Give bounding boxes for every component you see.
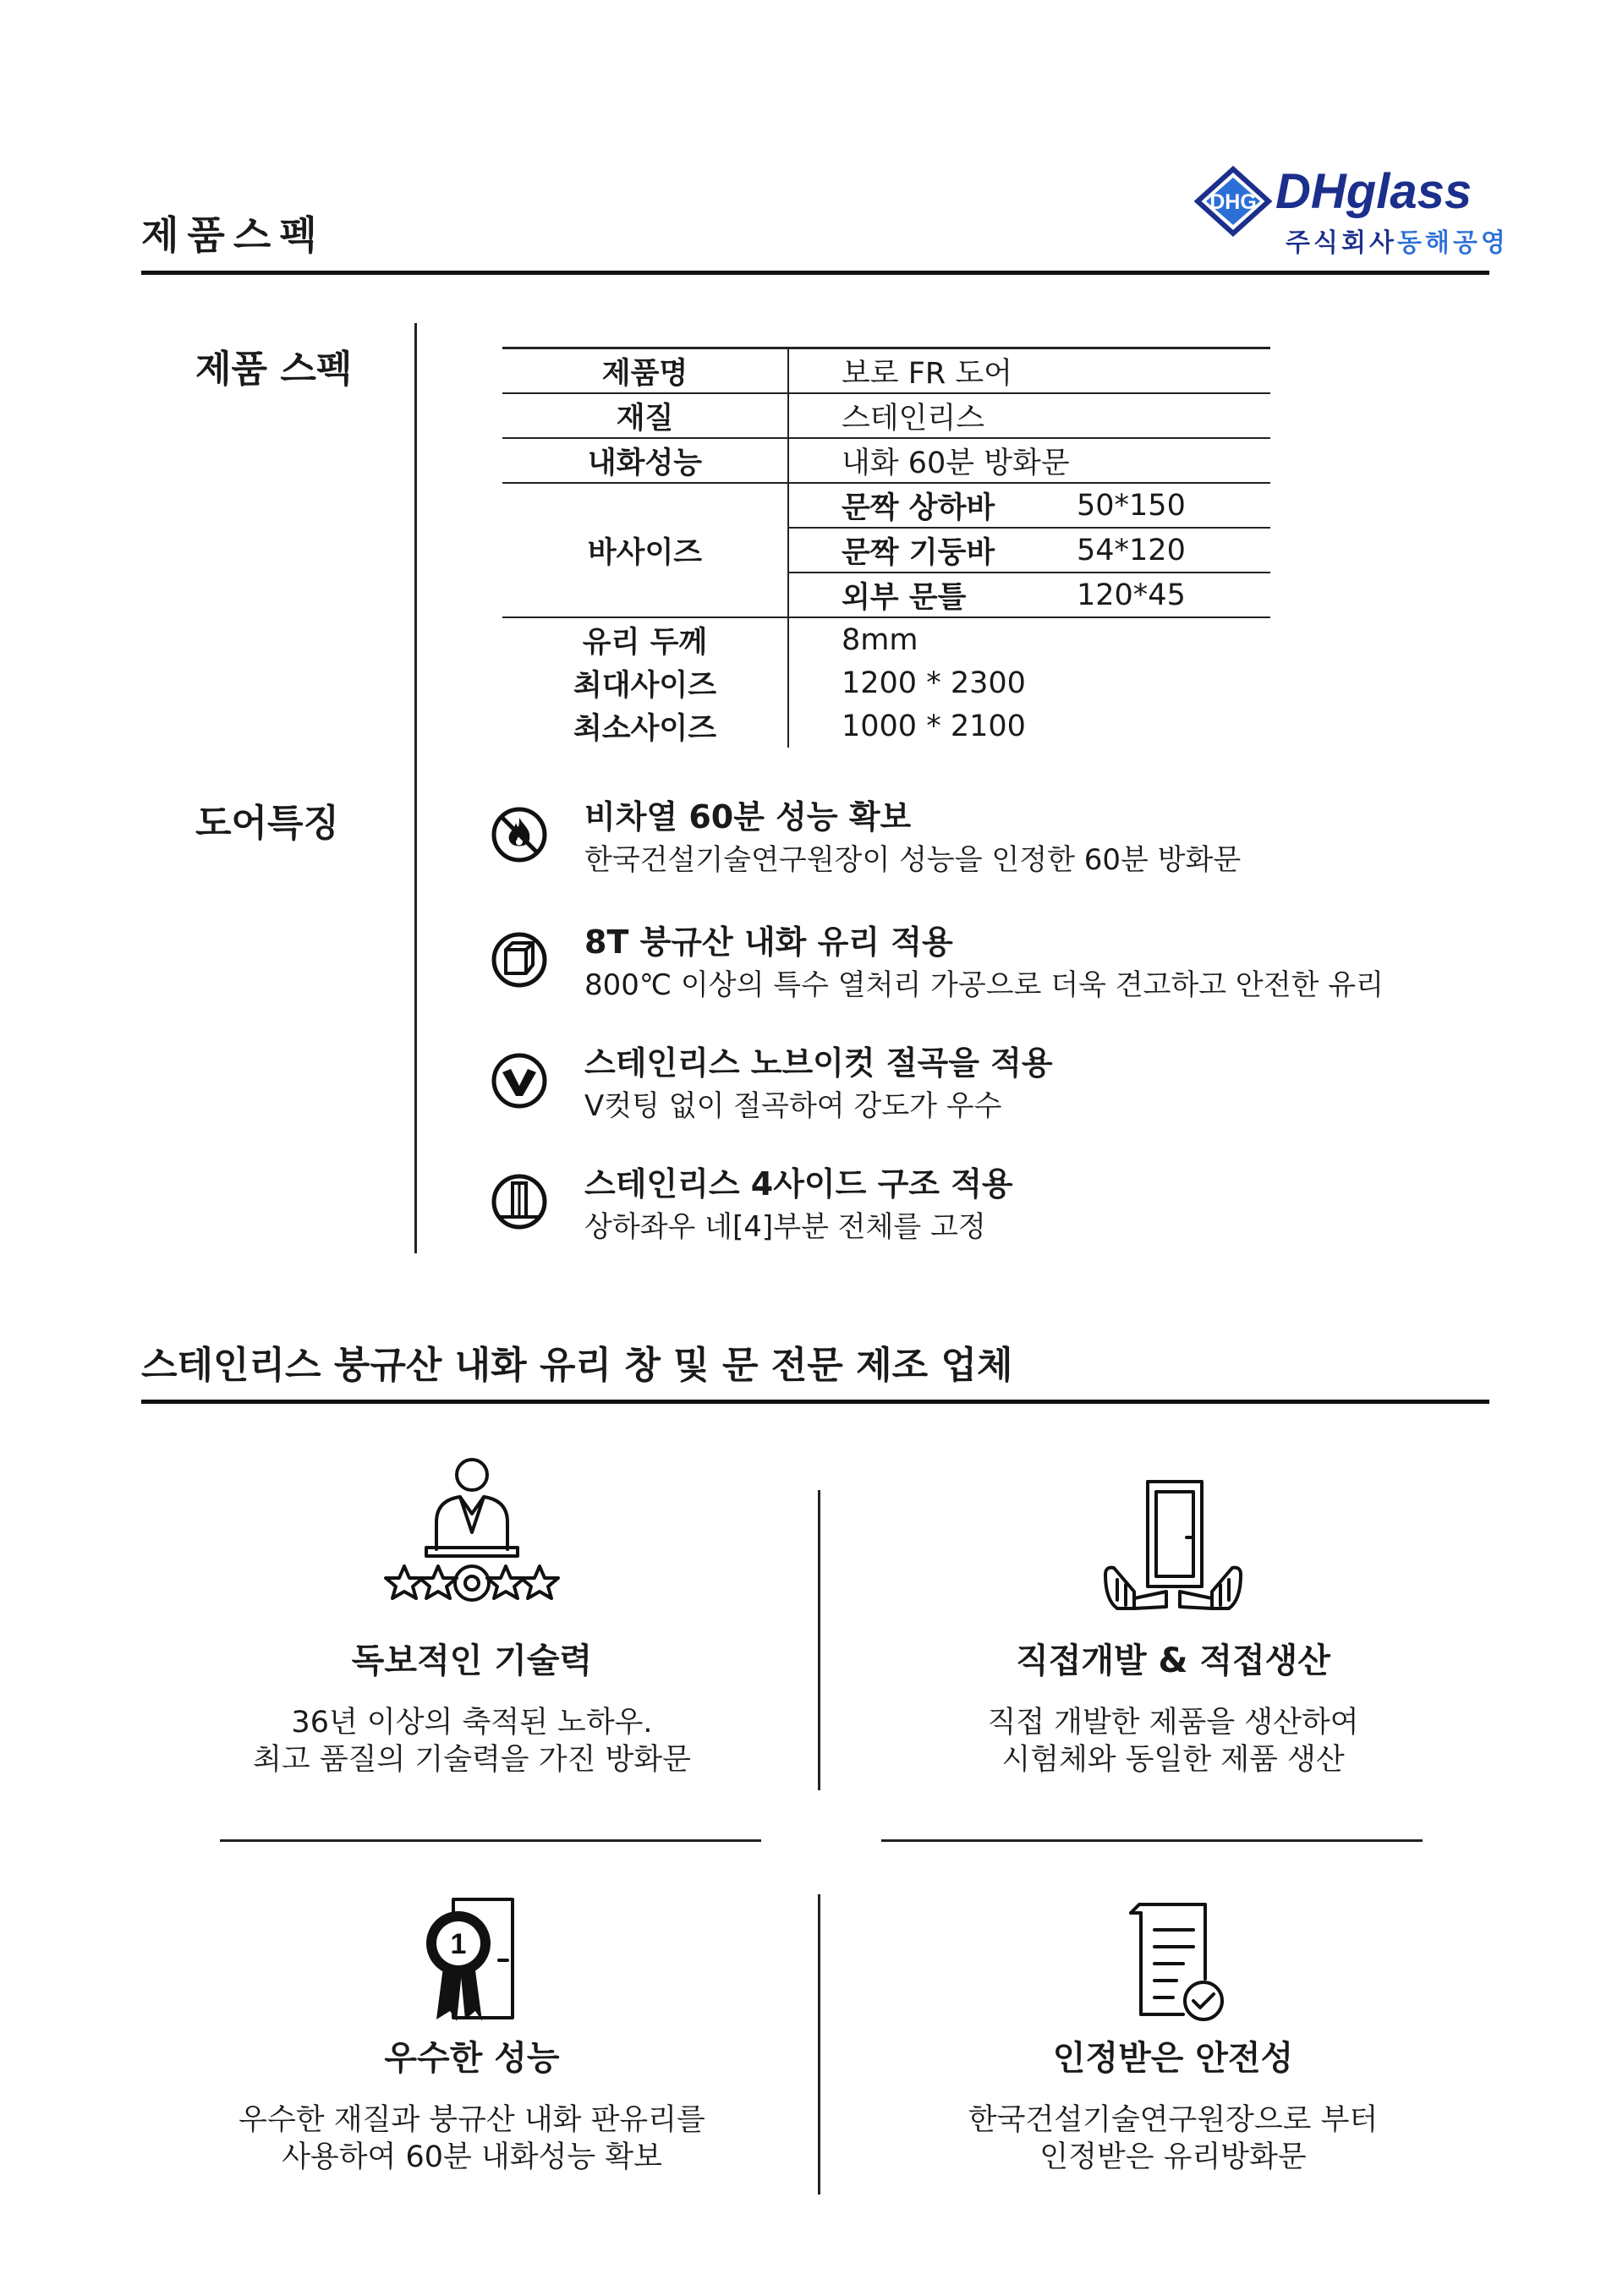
feature-title: 비차열 60분 성능 확보 <box>584 798 912 836</box>
spec-row-bar-size <box>502 483 1270 528</box>
strength-title: 직접개발 & 적접생산 <box>1016 1641 1330 1680</box>
spec-bar-value: 50*150 <box>1077 483 1270 528</box>
strength-card <box>877 1465 1469 1778</box>
header-divider <box>141 271 1489 275</box>
strength-description <box>877 1704 1469 1778</box>
spec-table <box>502 347 1270 748</box>
strength-title: 독보적인 기술력 <box>351 1641 593 1680</box>
feature-title: 스테인리스 4사이드 구조 적용 <box>584 1165 1013 1203</box>
feature-title: 8T 붕규산 내화 유리 적용 <box>584 923 953 961</box>
feature-description: V컷팅 없이 절곡하여 강도가 우수 <box>584 1089 1002 1123</box>
spec-value-max-size: 1200 * 2300 <box>842 666 1026 700</box>
feature-description: 한국건설기술연구원장이 성능을 인정한 60분 방화문 <box>584 843 1242 877</box>
engineer-stars-icon <box>379 1448 565 1634</box>
feature-item <box>491 791 1421 892</box>
spec-value-fire-resistance: 내화 60분 방화문 <box>788 438 1270 483</box>
award-door-icon <box>387 1888 557 2031</box>
page-title: 제품스펙 <box>141 212 326 258</box>
left-column-divider <box>414 323 417 1253</box>
feature-item <box>491 1037 1421 1138</box>
logo-company-prefix: 주식회사 <box>1286 228 1397 258</box>
strength-description <box>877 2101 1469 2176</box>
hands-door-icon <box>1088 1465 1258 1634</box>
strength-title: 우수한 성능 <box>384 2039 560 2078</box>
spec-value-product-name: 보로 FR 도어 <box>788 348 1270 394</box>
spec-row-min-size <box>502 704 1270 748</box>
strength-title: 인정받은 안전성 <box>1052 2039 1294 2078</box>
spec-label-material: 재질 <box>502 393 788 438</box>
spec-row-max-size <box>502 661 1270 704</box>
certified-document-icon <box>1088 1888 1258 2031</box>
grid-horizontal-divider <box>881 1839 1423 1842</box>
company-divider <box>141 1400 1489 1404</box>
v-notch-icon <box>491 1052 548 1110</box>
spec-value-glass-thickness: 8mm <box>842 622 918 657</box>
spec-bar-name: 외부 문틀 <box>788 573 1077 617</box>
logo-company-name <box>1286 222 1509 259</box>
spec-label-bar-size: 바사이즈 <box>502 483 788 617</box>
strength-description-line: 시험체와 동일한 제품 생산 <box>1001 1743 1345 1777</box>
feature-description: 800℃ 이상의 특수 열처리 가공으로 더욱 견고하고 안전한 유리 <box>584 968 1384 1002</box>
fire-icon <box>491 806 548 863</box>
feature-title: 스테인리스 노브이컷 절곡을 적용 <box>584 1044 1053 1082</box>
strength-description-line: 우수한 재질과 붕규산 내화 판유리를 <box>239 2103 705 2137</box>
spec-bar-value: 120*45 <box>1077 573 1270 617</box>
strength-card <box>176 1888 768 2176</box>
strength-card <box>176 1448 768 1778</box>
spec-value-material: 스테인리스 <box>788 393 1270 438</box>
spec-section-label: 제품 스펙 <box>195 348 353 391</box>
feature-description: 상하좌우 네[4]부분 전체를 고정 <box>584 1210 986 1244</box>
spec-bar-name: 문짝 상하바 <box>788 483 1077 528</box>
strength-description <box>176 1704 768 1778</box>
logo-brand-text: DHglass <box>1275 164 1472 219</box>
company-heading: 스테인리스 붕규산 내화 유리 창 및 문 전문 제조 업체 <box>141 1344 1013 1387</box>
grid-vertical-divider <box>818 1894 820 2195</box>
spec-bar-value: 54*120 <box>1077 528 1270 573</box>
spec-row-material <box>502 393 1270 438</box>
logo-company-highlight: 동해공영 <box>1396 228 1509 258</box>
strength-card <box>877 1888 1469 2176</box>
spec-label-max-size: 최대사이즈 <box>502 661 788 704</box>
spec-label-product-name: 제품명 <box>502 348 788 394</box>
strength-description <box>176 2101 768 2176</box>
grid-vertical-divider <box>818 1490 820 1790</box>
spec-label-min-size: 최소사이즈 <box>502 704 788 748</box>
glass-pane-icon <box>491 931 548 989</box>
strength-description-line: 직접 개발한 제품을 생산하여 <box>987 1706 1359 1740</box>
feature-section-label: 도어특징 <box>195 802 340 845</box>
spec-value-min-size: 1000 * 2100 <box>842 709 1026 743</box>
strength-description-line: 36년 이상의 축적된 노하우. <box>291 1706 653 1740</box>
feature-item <box>491 1158 1421 1259</box>
spec-row-glass-thickness <box>502 617 1270 661</box>
strength-description-line: 최고 품질의 기술력을 가진 방화문 <box>253 1743 691 1777</box>
four-side-frame-icon <box>491 1173 548 1230</box>
strength-description-line: 한국건설기술연구원장으로 부터 <box>968 2103 1379 2137</box>
spec-label-fire-resistance: 내화성능 <box>502 438 788 483</box>
feature-item <box>491 916 1421 1017</box>
strength-description-line: 인정받은 유리방화문 <box>1039 2140 1307 2174</box>
strength-description-line: 사용하여 60분 내화성능 확보 <box>282 2140 662 2174</box>
award-number-icon: 1 <box>450 1928 467 1960</box>
grid-horizontal-divider <box>220 1839 761 1842</box>
spec-row-product-name <box>502 348 1270 394</box>
spec-label-glass-thickness: 유리 두께 <box>502 617 788 661</box>
spec-row-fire-resistance <box>502 438 1270 483</box>
spec-bar-name: 문짝 기둥바 <box>788 528 1077 573</box>
logo-badge-text: DHG <box>1209 190 1257 214</box>
